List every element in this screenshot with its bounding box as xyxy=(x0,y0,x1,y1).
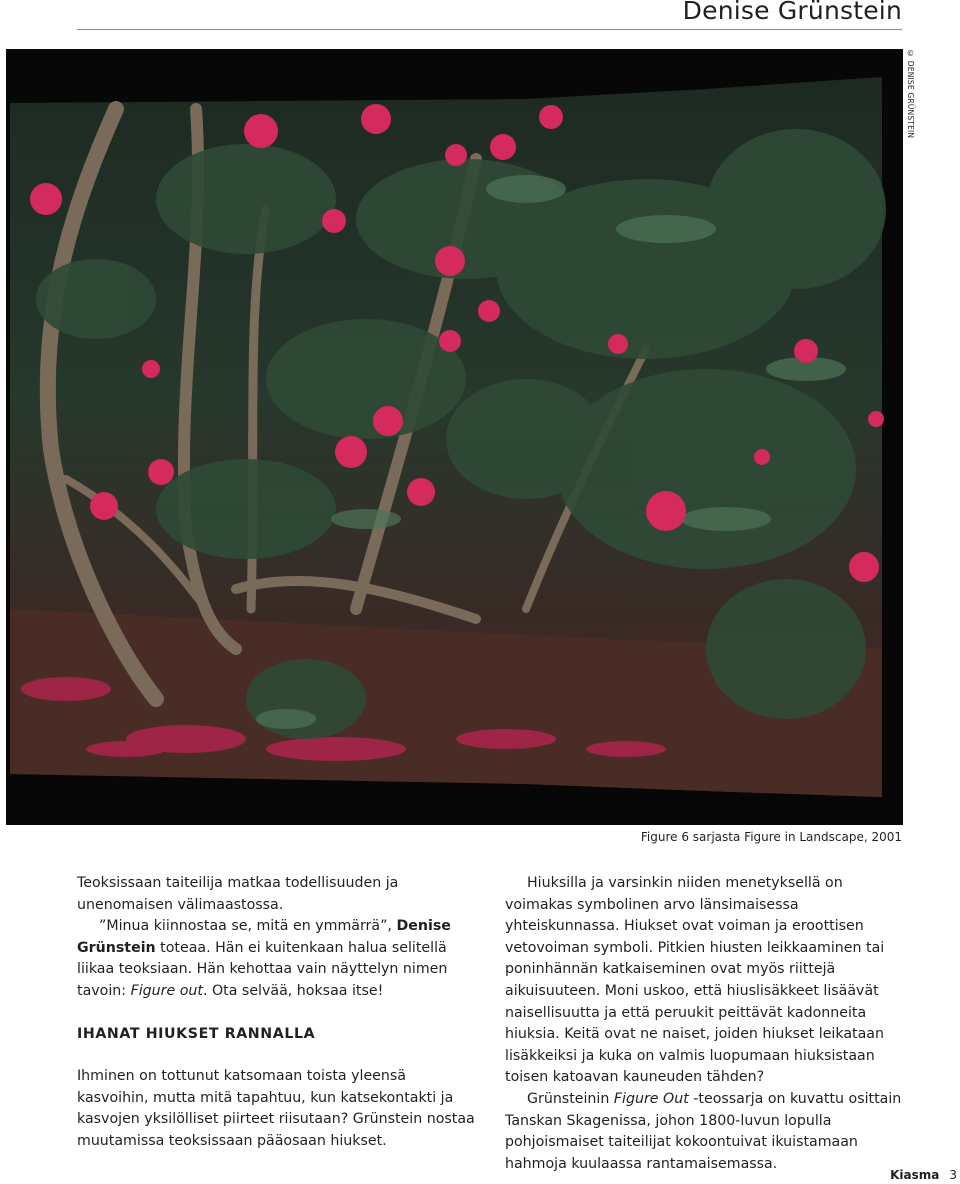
section-heading: IHANAT HIUKSET RANNALLA xyxy=(77,1025,316,1042)
page-footer xyxy=(890,1168,957,1182)
page-number: 3 xyxy=(949,1168,957,1182)
exhibition-title: Figure out xyxy=(130,982,203,999)
series-title: Figure Out xyxy=(613,1090,689,1107)
paragraph-intro: Teoksissaan taiteilija matkaa todellisuuden ja unenomaisen välimaastossa. xyxy=(77,875,399,913)
photo-caption: Figure 6 sarjasta Figure in Landscape, 2001 xyxy=(640,830,902,844)
artist-name: Denise Grünstein xyxy=(77,918,451,956)
paragraph-symbolism: Hiuksilla ja varsinkin niiden menetyksellä on voimakas symbolinen arvo länsimaisessa yhteiskunnassa. Hiukset ovat voiman ja eroottisen vetovoiman symboli. Pitkien hiusten leikkaaminen tai poninhännän katkaiseminen ovat myös riittejä aikuisuuteen. Moni uskoo, että hiuslisäkkeet lisäävät naisellisuutta ja että peruukit peittävät kadonneita hiuksia. Keitä ovat ne naiset, joiden hiukset leikataan lisäkkeiksi ja kuka on valmis luopumaan hiuksistaan toisen katoavan kauneuden tähden? xyxy=(505,875,885,1086)
right-column xyxy=(505,873,905,1175)
artist-name-header: Denise Grünstein xyxy=(682,0,902,25)
photo-illustration xyxy=(6,49,903,825)
magazine-name: Kiasma xyxy=(890,1168,940,1182)
paragraph-series: Grünsteinin Figure Out -teossarja on kuvattu osittain Tanskan Skagenissa, johon 1800-luvun lopulla pohjoismaiset taiteilijat kokoontuivat ikuistamaan hahmoja kuulaassa rantamaisemassa. xyxy=(505,1090,902,1172)
rhododendron-photograph xyxy=(6,49,903,825)
paragraph-hair: Ihminen on tottunut katsomaan toista yleensä kasvoihin, mutta mitä tapahtuu, kun katsekontakti ja kasvojen yksilölliset piirteet riisutaan? Grünstein nostaa muutamissa teoksissaan pääosaan hiukset. xyxy=(77,1068,475,1149)
photo-copyright: © DENISE GRÜNSTEIN xyxy=(906,49,915,139)
left-column xyxy=(77,873,477,1153)
header-rule xyxy=(77,29,902,30)
paragraph-quote: ”Minua kiinnostaa se, mitä en ymmärrä”, Denise Grünstein toteaa. Hän ei kuitenkaan halua selitellä liikaa teoksiaan. Hän kehottaa vain näyttelyn nimen tavoin: Figure out. Ota selvää, hoksaa itse! xyxy=(77,918,451,999)
